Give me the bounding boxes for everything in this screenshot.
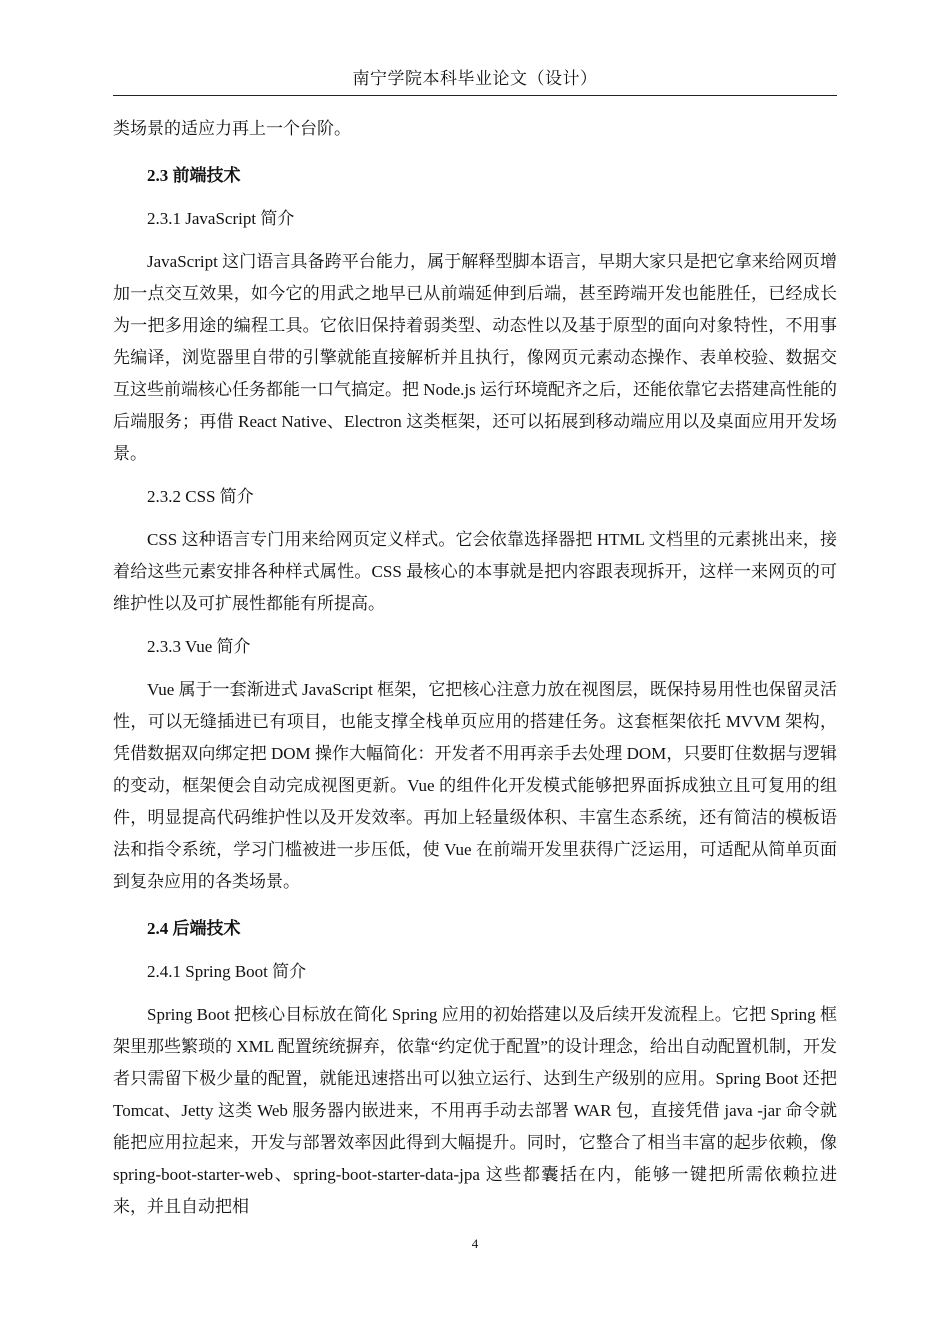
subsection-heading-2-3-1: 2.3.1 JavaScript 简介 <box>147 209 295 228</box>
section-heading-2-4: 2.4 后端技术 <box>147 919 241 938</box>
subsection-heading-2-4-1: 2.4.1 Spring Boot 简介 <box>147 962 307 981</box>
paragraph-vue: Vue 属于一套渐进式 JavaScript 框架，它把核心注意力放在视图层，既保持易用性也保留灵活性，可以无缝插进已有项目，也能支撑全栈单页应用的搭建任务。这套框架依托 MVVM 架构，凭借数据双向绑定把 DOM 操作大幅简化：开发者不用再亲手去处理 DOM，只要盯住数据与逻辑的变动，框架便会自动完成视图更新。Vue 的组件化开发模式能够把界面拆成独立且可复用的组件，明显提高代码维护性以及开发效率。再加上轻量级体积、丰富生态系统，还有简洁的模板语法和指令系统，学习门槛被进一步压低，使 Vue 在前端开发里获得广泛运用，可适配从简单页面到复杂应用的各类场景。 <box>113 680 837 891</box>
header-rule <box>113 95 837 96</box>
paragraph-spring-boot: Spring Boot 把核心目标放在简化 Spring 应用的初始搭建以及后续开发流程上。它把 Spring 框架里那些繁琐的 XML 配置统统摒弃，依靠“约定优于配置”的设计理念，给出自动配置机制，开发者只需留下极少量的配置，就能迅速搭出可以独立运行、达到生产级别的应用。Spring Boot 还把 Tomcat、Jetty 这类 Web 服务器内嵌进来，不用再手动去部署 WAR 包，直接凭借 java -jar 命令就能把应用拉起来，开发与部署效率因此得到大幅提升。同时，它整合了相当丰富的起步依赖，像 spring-boot-starter-web、spring-boot-starter-data-jpa 这些都囊括在内，能够一键把所需依赖拉进来，并且自动把相 <box>113 1005 837 1216</box>
page-number: 4 <box>471 1236 479 1251</box>
paragraph-javascript: JavaScript 这门语言具备跨平台能力，属于解释型脚本语言，早期大家只是把它拿来给网页增加一点交互效果，如今它的用武之地早已从前端延伸到后端，甚至跨端开发也能胜任，已经成长为一把多用途的编程工具。它依旧保持着弱类型、动态性以及基于原型的面向对象特性，不用事先编译，浏览器里自带的引擎就能直接解析并且执行，像网页元素动态操作、表单校验、数据交互这些前端核心任务都能一口气搞定。把 Node.js 运行环境配齐之后，还能依靠它去搭建高性能的后端服务；再借 React Native、Electron 这类框架，还可以拓展到移动端应用以及桌面应用开发场景。 <box>113 252 837 463</box>
subsection-heading-2-3-3: 2.3.3 Vue 简介 <box>147 637 251 656</box>
page-body <box>113 113 837 1223</box>
paragraph-intro-continuation: 类场景的适应力再上一个台阶。 <box>113 119 351 138</box>
subsection-heading-2-3-2: 2.3.2 CSS 简介 <box>147 487 254 506</box>
paragraph-css: CSS 这种语言专门用来给网页定义样式。它会依靠选择器把 HTML 文档里的元素挑出来，接着给这些元素安排各种样式属性。CSS 最核心的本事就是把内容跟表现拆开，这样一来网页的可维护性以及可扩展性都能有所提高。 <box>113 530 837 613</box>
running-header: 南宁学院本科毕业论文（设计） <box>352 69 598 89</box>
section-heading-2-3: 2.3 前端技术 <box>147 166 241 185</box>
